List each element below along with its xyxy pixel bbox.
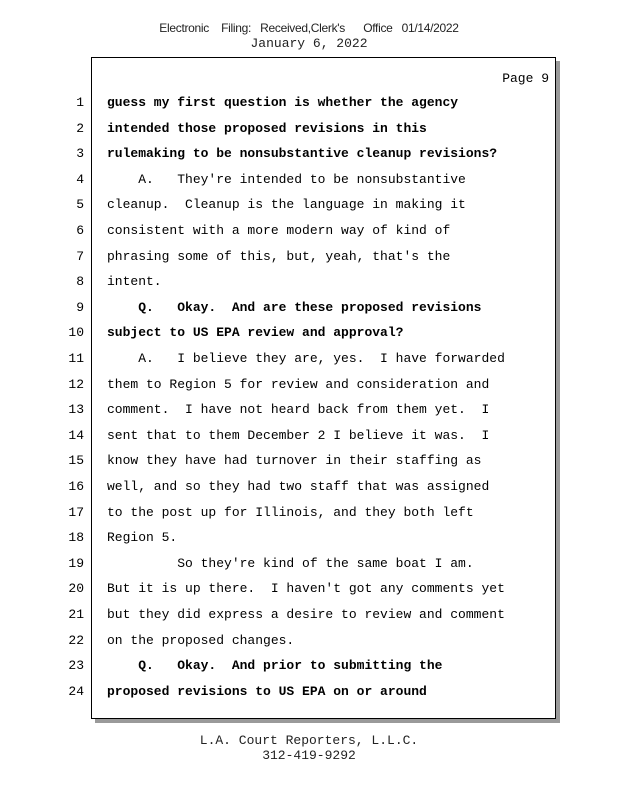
transcript-line	[0, 245, 618, 269]
line-text: A. I believe they are, yes. I have forwarded	[107, 351, 505, 366]
line-text: on the proposed changes.	[107, 632, 295, 648]
line-text: comment. I have not heard back from them yet. I	[107, 402, 490, 418]
line-text: cleanup. Cleanup is the language in making it	[107, 197, 466, 213]
line-number: 6	[76, 223, 84, 238]
line-number: 2	[76, 120, 84, 136]
line-number: 9	[76, 299, 84, 315]
transcript-line	[0, 654, 618, 678]
line-text: Region 5.	[107, 530, 178, 546]
line-number: 16	[68, 479, 84, 494]
line-text: well, and so they had two staff that was assigned	[107, 479, 490, 494]
transcript-line	[0, 168, 618, 192]
line-number: 5	[76, 197, 84, 213]
line-text: consistent with a more modern way of kind of	[107, 223, 451, 238]
reporter-company: L.A. Court Reporters, L.L.C.	[199, 733, 419, 748]
line-number: 21	[68, 607, 84, 622]
line-text: them to Region 5 for review and consideration and	[107, 376, 490, 392]
line-number: 20	[68, 581, 84, 597]
transcript-date: January 6, 2022	[250, 36, 368, 51]
line-number: 10	[68, 325, 84, 341]
line-number: 15	[68, 453, 84, 469]
transcript-line	[0, 424, 618, 448]
line-text: Q. Okay. And prior to submitting the	[107, 658, 443, 674]
transcript-line	[0, 501, 618, 525]
line-text: subject to US EPA review and approval?	[107, 325, 404, 341]
line-text: A. They're intended to be nonsubstantive	[107, 171, 466, 187]
transcript-line	[0, 142, 618, 166]
transcript-line	[0, 91, 618, 115]
transcript-line	[0, 193, 618, 217]
line-text: but they did express a desire to review and comment	[107, 607, 505, 622]
line-number: 8	[76, 274, 84, 290]
page-number: Page 9	[502, 71, 549, 86]
line-number: 17	[68, 504, 84, 520]
line-number: 22	[68, 632, 84, 648]
line-number: 1	[76, 95, 84, 110]
transcript-line	[0, 449, 618, 473]
transcript-line	[0, 680, 618, 704]
line-number: 23	[68, 658, 84, 674]
line-number: 13	[68, 402, 84, 418]
transcript-line	[0, 603, 618, 627]
line-number: 14	[68, 427, 84, 443]
line-text: sent that to them December 2 I believe it was. I	[107, 427, 490, 443]
transcript-line	[0, 475, 618, 499]
transcript-line	[0, 347, 618, 371]
line-text: to the post up for Illinois, and they both left	[107, 504, 474, 520]
transcript-line	[0, 296, 618, 320]
line-number: 7	[76, 248, 84, 264]
transcript-line	[0, 552, 618, 576]
line-number: 18	[68, 530, 84, 546]
line-number: 24	[68, 683, 84, 699]
transcript-line	[0, 629, 618, 653]
line-text: But it is up there. I haven't got any comments yet	[107, 581, 505, 597]
transcript-line	[0, 219, 618, 243]
line-number: 12	[68, 376, 84, 392]
line-number: 3	[76, 146, 84, 162]
line-text: rulemaking to be nonsubstantive cleanup revisions?	[107, 146, 498, 162]
transcript-line	[0, 117, 618, 141]
line-text: So they're kind of the same boat I am.	[107, 555, 474, 571]
line-number: 19	[68, 555, 84, 571]
line-text: proposed revisions to US EPA on or around	[107, 683, 427, 699]
line-text: intent.	[107, 274, 162, 290]
transcript-line	[0, 398, 618, 422]
line-number: 11	[68, 351, 84, 366]
transcript-line	[0, 270, 618, 294]
line-text: know they have had turnover in their staffing as	[107, 453, 482, 469]
transcript-line	[0, 526, 618, 550]
line-text: intended those proposed revisions in this	[107, 120, 427, 136]
reporter-phone: 312-419-9292	[262, 748, 356, 763]
line-text: guess my first question is whether the agency	[107, 95, 459, 110]
transcript-line	[0, 373, 618, 397]
filing-stamp: Electronic Filing: Received,Clerk's Office 01/14/2022	[159, 21, 459, 35]
line-text: phrasing some of this, but, yeah, that's the	[107, 248, 451, 264]
line-text: Q. Okay. And are these proposed revisions	[107, 299, 482, 315]
transcript-line	[0, 577, 618, 601]
transcript-line	[0, 321, 618, 345]
line-number: 4	[76, 171, 84, 187]
